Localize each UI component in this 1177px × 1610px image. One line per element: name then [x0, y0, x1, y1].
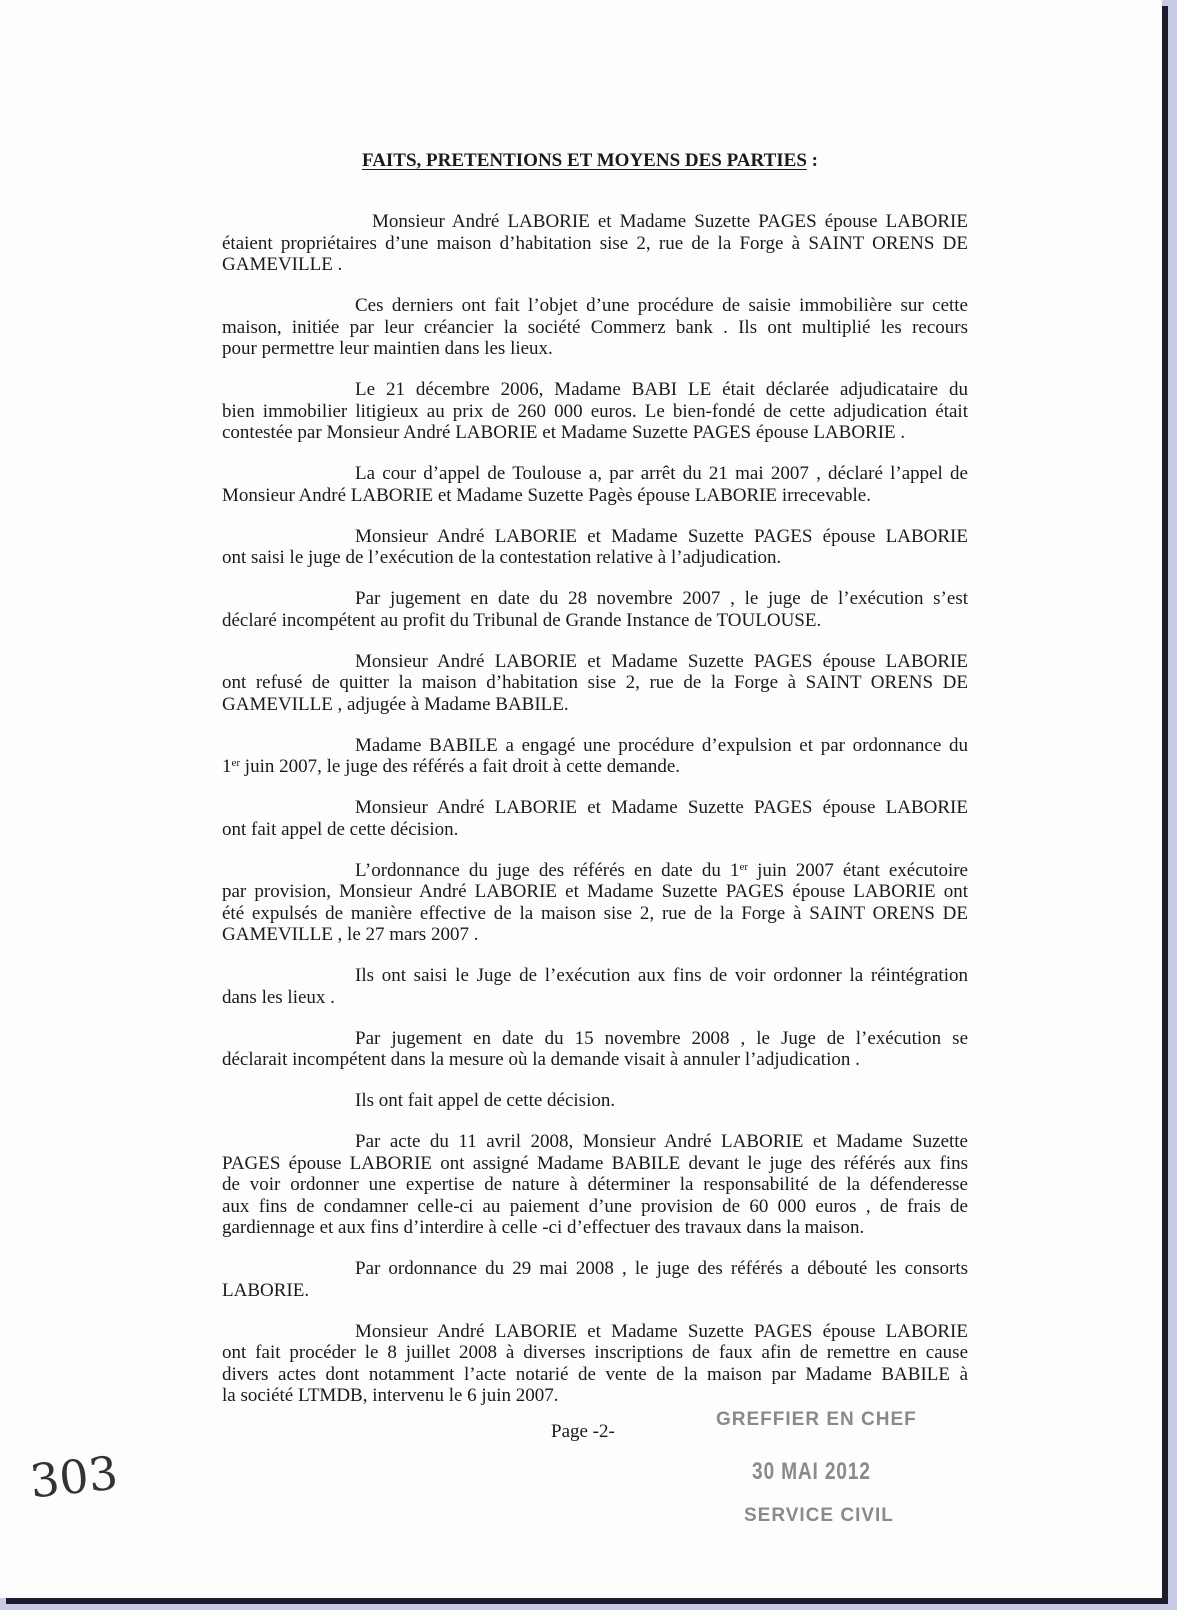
text-line: Monsieur André LABORIE et Madame Suzette PAGES épouse LABORIE [355, 797, 968, 818]
paragraph [222, 965, 968, 1008]
text-line: dans les lieux . [222, 986, 335, 1008]
stamp-service: SERVICE CIVIL [744, 1505, 894, 1526]
paragraph [222, 295, 968, 360]
text-line: Madame BABILE a engagé une procédure d’expulsion et par ordonnance du [355, 734, 968, 756]
paragraph [222, 463, 968, 506]
text-line: Ils ont saisi le Juge de l’exécution aux fins de voir ordonner la réintégration [355, 965, 968, 986]
text-line: divers actes dont notamment l’acte notarié de vente de la maison par Madame BABILE à [222, 1363, 968, 1385]
text-segment: L’ordonnance du juge des référés en date du 1 [355, 859, 740, 881]
title-suffix: : [806, 150, 818, 171]
paragraph [222, 1028, 968, 1071]
paragraph [222, 797, 968, 840]
text-line: déclaré incompétent au profit du Tribunal de Grande Instance de TOULOUSE. [222, 609, 822, 631]
paragraph [222, 651, 968, 716]
text-line: Monsieur André LABORIE et Madame Suzette PAGES épouse LABORIE [355, 525, 968, 547]
text-line: ont refusé de quitter la maison d’habitation sise 2, rue de la Forge à SAINT ORENS DE [222, 672, 968, 693]
paragraph [222, 588, 968, 631]
paragraph [222, 379, 968, 444]
text-line: Par ordonnance du 29 mai 2008 , le juge des référés a débouté les consorts [355, 1258, 968, 1279]
text-segment: 1 [222, 756, 232, 777]
text-line: La cour d’appel de Toulouse a, par arrêt du 21 mai 2007 , déclaré l’appel de [355, 463, 968, 484]
text-segment: juin 2007 étant exécutoire [747, 859, 968, 881]
superscript: er [231, 757, 241, 769]
text-line: LABORIE. [222, 1279, 310, 1301]
text-line: Par jugement en date du 15 novembre 2008 , le Juge de l’exécution se [355, 1027, 968, 1049]
handwritten-number: 303 [27, 1445, 121, 1509]
text-segment: juin 2007, le juge des référés a fait droit à cette demande. [240, 756, 681, 777]
page-number: Page -2- [551, 1421, 615, 1442]
text-line: Le 21 décembre 2006, Madame BABI LE était déclarée adjudicataire du [355, 379, 968, 400]
paragraph [222, 1258, 968, 1301]
text-line: GAMEVILLE , le 27 mars 2007 . [222, 924, 479, 945]
paragraph [222, 860, 968, 946]
title-text: FAITS, PRETENTIONS ET MOYENS DES PARTIES [362, 150, 807, 171]
text-line: GAMEVILLE , adjugée à Madame BABILE. [222, 693, 569, 715]
paragraph [222, 735, 968, 778]
paragraph [222, 211, 968, 276]
text-line: GAMEVILLE . [222, 254, 343, 275]
text-line: ont fait appel de cette décision. [222, 818, 459, 840]
text-line: Par jugement en date du 28 novembre 2007 , le juge de l’exécution s’est [355, 588, 968, 609]
text-line: maison, initiée par leur créancier la société Commerz bank . Ils ont multiplié les recours [222, 316, 968, 338]
document-body [222, 211, 968, 1426]
text-line: Ces derniers ont fait l’objet d’une procédure de saisie immobilière sur cette [355, 295, 968, 316]
text-line: ont saisi le juge de l’exécution de la contestation relative à l’adjudication. [222, 547, 782, 568]
text-line: bien immobilier litigieux au prix de 260 000 euros. Le bien-fondé de cette adjudication était [222, 400, 968, 422]
text-line: aux fins de condamner celle-ci au paiement d’une provision de 60 000 euros , de frais de [222, 1195, 968, 1217]
paragraph [222, 1131, 968, 1239]
text-line: ont fait procéder le 8 juillet 2008 à diverses inscriptions de faux afin de remettre en cause [222, 1342, 968, 1363]
text-line: étaient propriétaires d’une maison d’habitation sise 2, rue de la Forge à SAINT ORENS DE [222, 232, 968, 254]
paragraph [222, 526, 968, 569]
text-line: Monsieur André LABORIE et Madame Suzette PAGES épouse LABORIE [372, 211, 968, 232]
stamp-greffier: GREFFIER EN CHEF [716, 1409, 917, 1430]
text-line: la société LTMDB, intervenu le 6 juin 2007. [222, 1385, 559, 1406]
text-line: contestée par Monsieur André LABORIE et Madame Suzette PAGES épouse LABORIE . [222, 422, 906, 443]
paragraph [222, 1090, 968, 1112]
text-line: déclarait incompétent dans la mesure où la demande visait à annuler l’adjudication . [222, 1049, 860, 1070]
text-line: été expulsés de manière effective de la maison sise 2, rue de la Forge à SAINT ORENS DE [222, 902, 968, 924]
text-line: par provision, Monsieur André LABORIE et Madame Suzette PAGES épouse LABORIE ont [222, 881, 968, 902]
text-line: de voir ordonner une expertise de nature à déterminer la responsabilité de la défenderesse [222, 1174, 968, 1195]
text-line: Monsieur André LABORIE et Madame Suzette PAGES épouse LABORIE [355, 1320, 968, 1342]
text-line: Monsieur André LABORIE et Madame Suzette PAGES épouse LABORIE [355, 650, 968, 672]
text-line [222, 860, 968, 882]
text-line: gardiennage et aux fins d’interdire à celle -ci d’effectuer des travaux dans la maison. [222, 1217, 865, 1238]
stamp-date: 30 MAI 2012 [752, 1458, 871, 1485]
text-line [222, 756, 968, 778]
paragraph [222, 1321, 968, 1407]
text-line: Ils ont fait appel de cette décision. [355, 1090, 616, 1111]
section-title [362, 150, 818, 172]
text-line: Monsieur André LABORIE et Madame Suzette Pagès épouse LABORIE irrecevable. [222, 484, 871, 506]
superscript: er [739, 860, 748, 873]
text-line: pour permettre leur maintien dans les lieux. [222, 338, 553, 359]
text-line: PAGES épouse LABORIE ont assigné Madame BABILE devant le juge des référés aux fins [222, 1152, 968, 1174]
text-line: Par acte du 11 avril 2008, Monsieur André LABORIE et Madame Suzette [355, 1131, 968, 1152]
